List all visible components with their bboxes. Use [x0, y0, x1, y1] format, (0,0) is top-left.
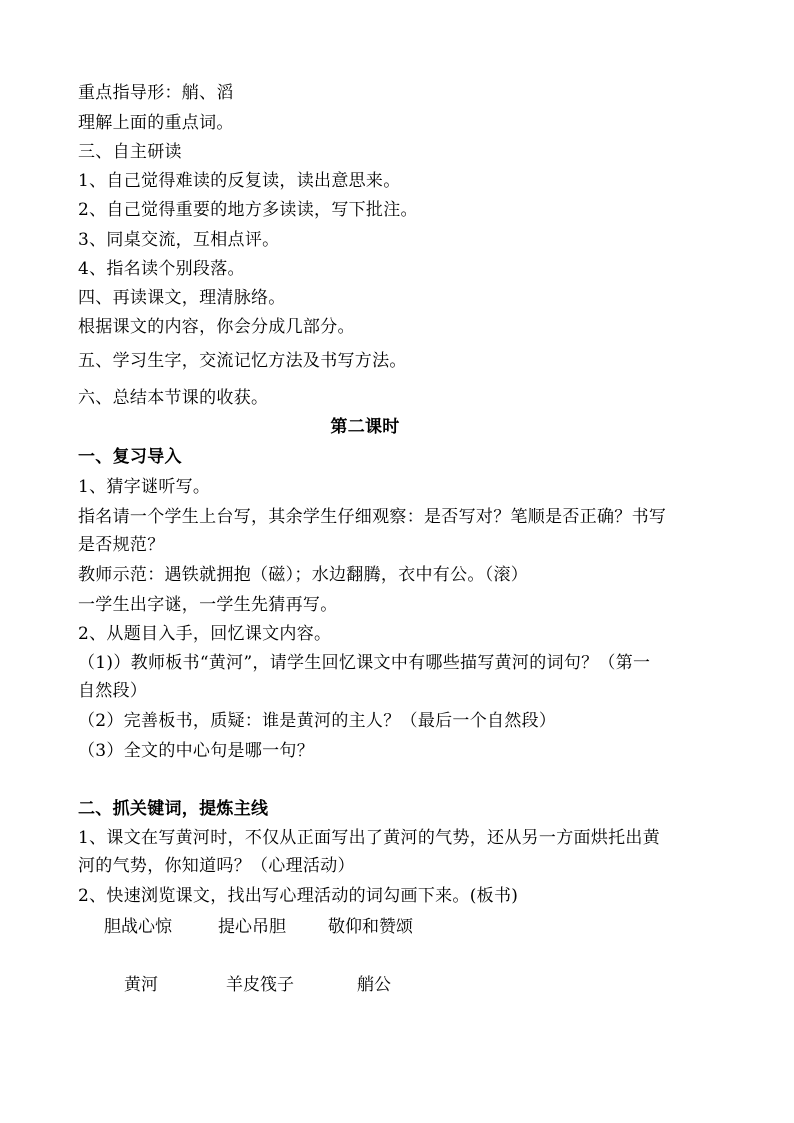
lesson-title: 第二课时 — [330, 417, 400, 437]
text-line: （1)）教师板书“黄河”，请学生回忆课文中有哪些描写黄河的词句？（第一 — [78, 653, 651, 673]
board-word: 羊皮筏子 — [226, 975, 294, 995]
text-line: 是否规范？ — [78, 535, 165, 555]
section-heading: 五、学习生字，交流记忆方法及书写方法。 — [78, 351, 407, 371]
section-heading: 二、抓关键词，提炼主线 — [78, 799, 269, 819]
section-heading: 四、再读课文，理清脉络。 — [78, 288, 286, 308]
board-word: 黄河 — [124, 975, 158, 995]
board-word: 敬仰和赞颂 — [328, 917, 413, 937]
section-heading: 六、总结本节课的收获。 — [78, 388, 269, 408]
text-line: 2、自己觉得重要的地方多读读，写下批注。 — [78, 200, 418, 220]
text-line: 重点指导形：艄、滔 — [78, 83, 234, 103]
text-line: 指名请一个学生上台写，其余学生仔细观察：是否写对？笔顺是否正确？书写 — [78, 507, 667, 527]
board-word: 胆战心惊 — [104, 917, 172, 937]
text-line: 河的气势，你知道吗？（心理活动） — [78, 856, 355, 876]
text-line: 1、猜字谜听写。 — [78, 477, 211, 497]
text-line: 2、快速浏览课文，找出写心理活动的词勾画下来。(板书) — [78, 886, 519, 906]
section-heading: 一、复习导入 — [78, 447, 182, 467]
text-line: 3、同桌交流，互相点评。 — [78, 230, 280, 250]
text-line: 一学生出字谜，一学生先猜再写。 — [78, 595, 338, 615]
text-line: 4、指名读个别段落。 — [78, 259, 245, 279]
text-line: 理解上面的重点词。 — [78, 113, 234, 133]
text-line: （2）完善板书，质疑：谁是黄河的主人？（最后一个自然段） — [78, 711, 557, 731]
board-word: 艄公 — [357, 975, 391, 995]
section-heading: 三、自主研读 — [78, 142, 182, 162]
board-word: 提心吊胆 — [218, 917, 286, 937]
text-line: 1、自己觉得难读的反复读，读出意思来。 — [78, 171, 401, 191]
text-line: 教师示范：遇铁就拥抱（磁）；水边翻腾，衣中有公。（滚） — [78, 565, 529, 585]
text-line: 2、从题目入手，回忆课文内容。 — [78, 624, 332, 644]
text-line: （3）全文的中心句是哪一句？ — [78, 741, 315, 761]
text-line: 根据课文的内容，你会分成几部分。 — [78, 317, 355, 337]
text-line: 自然段） — [78, 681, 148, 701]
text-line: 1、课文在写黄河时，不仅从正面写出了黄河的气势，还从另一方面烘托出黄 — [78, 828, 661, 848]
